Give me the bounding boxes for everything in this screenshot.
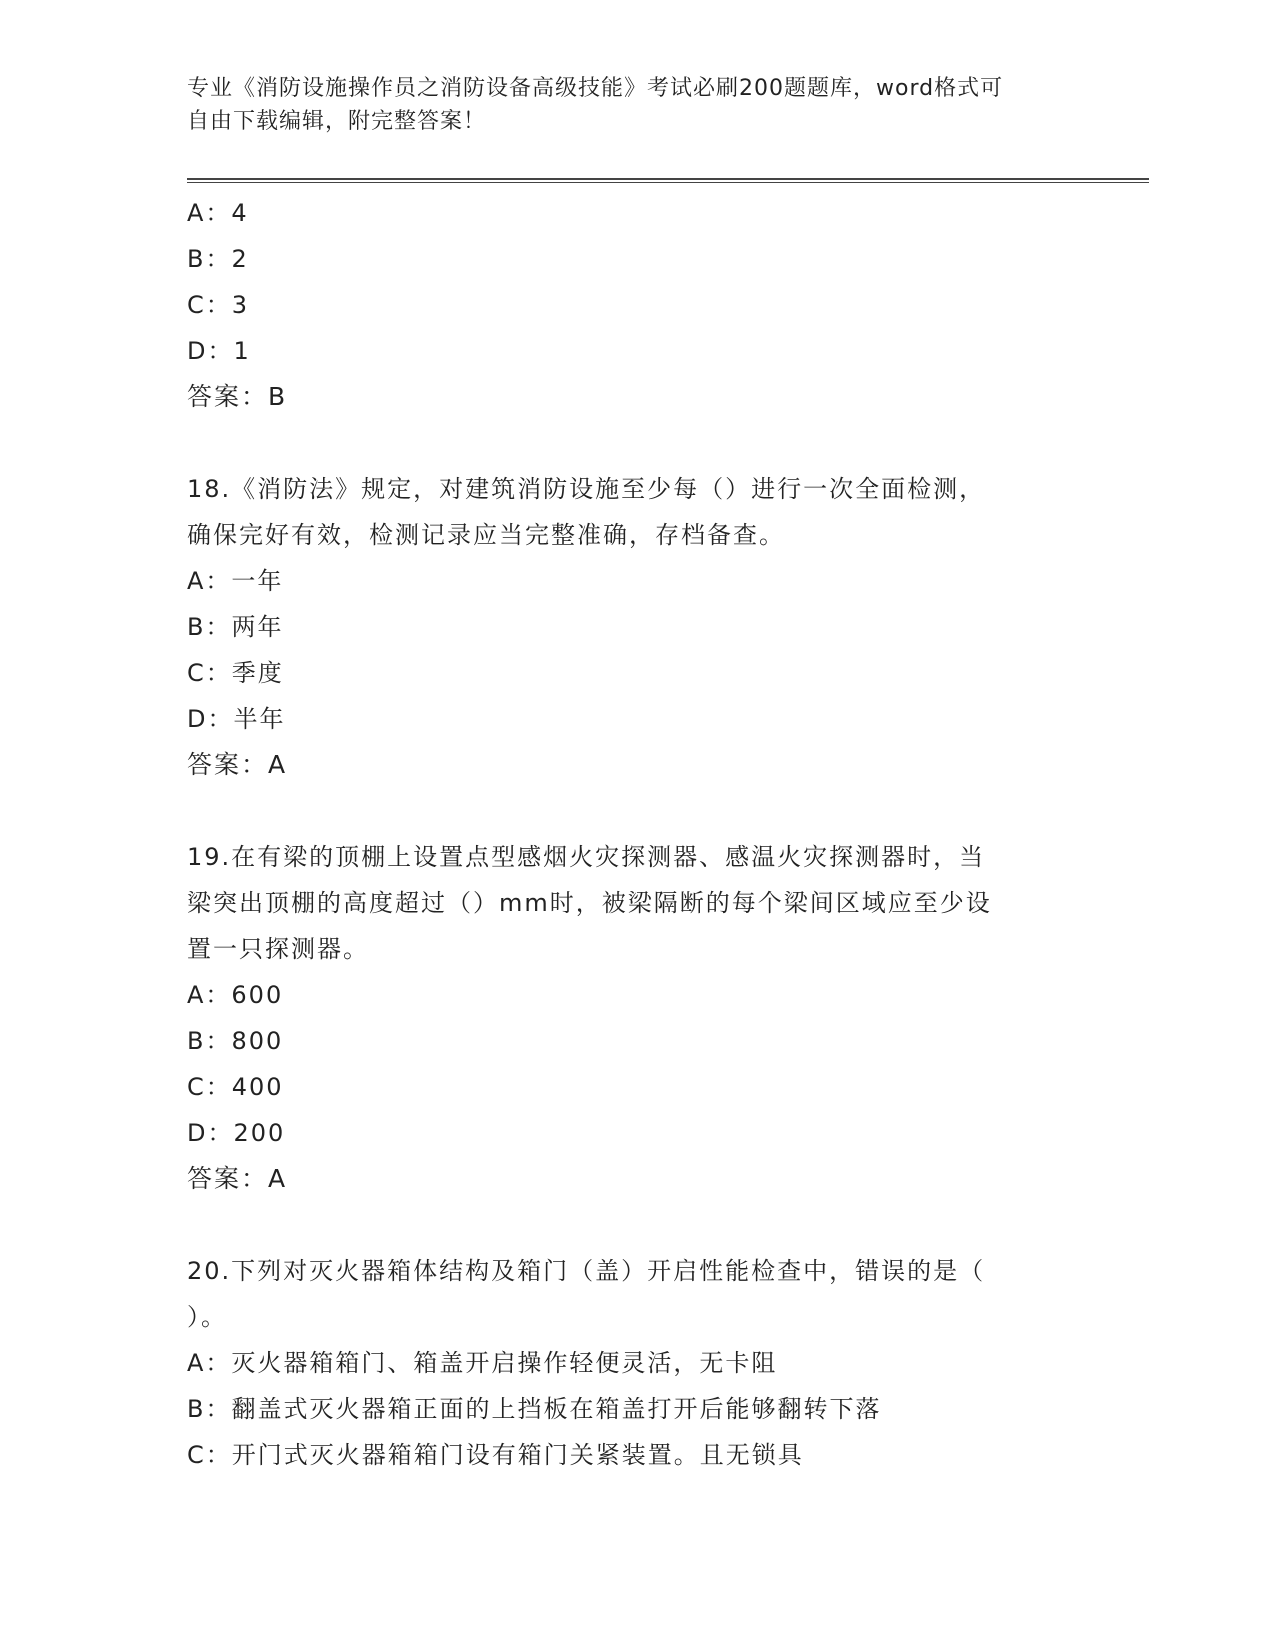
spacer [187, 420, 1087, 466]
question-stem-line: 确保完好有效，检测记录应当完整准确，存档备查。 [187, 521, 785, 549]
question-content [187, 190, 1087, 1478]
question-stem-line: 19.在有梁的顶棚上设置点型感烟火灾探测器、感温火灾探测器时，当 [187, 843, 986, 871]
question-17 [187, 190, 1087, 420]
option-a: A：4 [187, 199, 249, 227]
header-line-1: 专业《消防设施操作员之消防设备高级技能》考试必刷200题题库，word格式可 [187, 76, 1004, 101]
option-d: D：200 [187, 1119, 286, 1147]
question-stem-line: 18.《消防法》规定，对建筑消防设施至少每（）进行一次全面检测， [187, 475, 986, 503]
spacer [187, 1202, 1087, 1248]
header-divider [187, 178, 1149, 183]
option-b: B：两年 [187, 613, 284, 641]
option-d: D：1 [187, 337, 251, 365]
option-d: D：半年 [187, 705, 286, 733]
question-18 [187, 466, 1087, 788]
question-stem-line: 梁突出顶棚的高度超过（）mm时，被梁隔断的每个梁间区域应至少设 [187, 889, 992, 917]
answer-line: 答案：A [187, 1164, 288, 1193]
question-19 [187, 834, 1087, 1202]
answer-line: 答案：A [187, 750, 288, 779]
question-stem-line: 20.下列对灭火器箱体结构及箱门（盖）开启性能检查中，错误的是（ [187, 1257, 986, 1285]
option-b: B：翻盖式灭火器箱正面的上挡板在箱盖打开后能够翻转下落 [187, 1395, 882, 1423]
option-c: C：3 [187, 291, 250, 319]
option-a: A：600 [187, 981, 284, 1009]
option-b: B：2 [187, 245, 249, 273]
question-stem-line: 置一只探测器。 [187, 935, 369, 963]
option-c: C：400 [187, 1073, 284, 1101]
header-line-2: 自由下载编辑，附完整答案！ [187, 109, 487, 134]
option-c: C：开门式灭火器箱箱门设有箱门关紧装置。且无锁具 [187, 1441, 804, 1469]
document-header [187, 72, 1067, 138]
option-a: A：一年 [187, 567, 284, 595]
answer-line: 答案：B [187, 382, 288, 411]
spacer [187, 788, 1087, 834]
option-a: A：灭火器箱箱门、箱盖开启操作轻便灵活，无卡阻 [187, 1349, 778, 1377]
question-stem-line: ）。 [187, 1303, 227, 1331]
option-b: B：800 [187, 1027, 284, 1055]
question-20 [187, 1248, 1087, 1478]
option-c: C：季度 [187, 659, 284, 687]
